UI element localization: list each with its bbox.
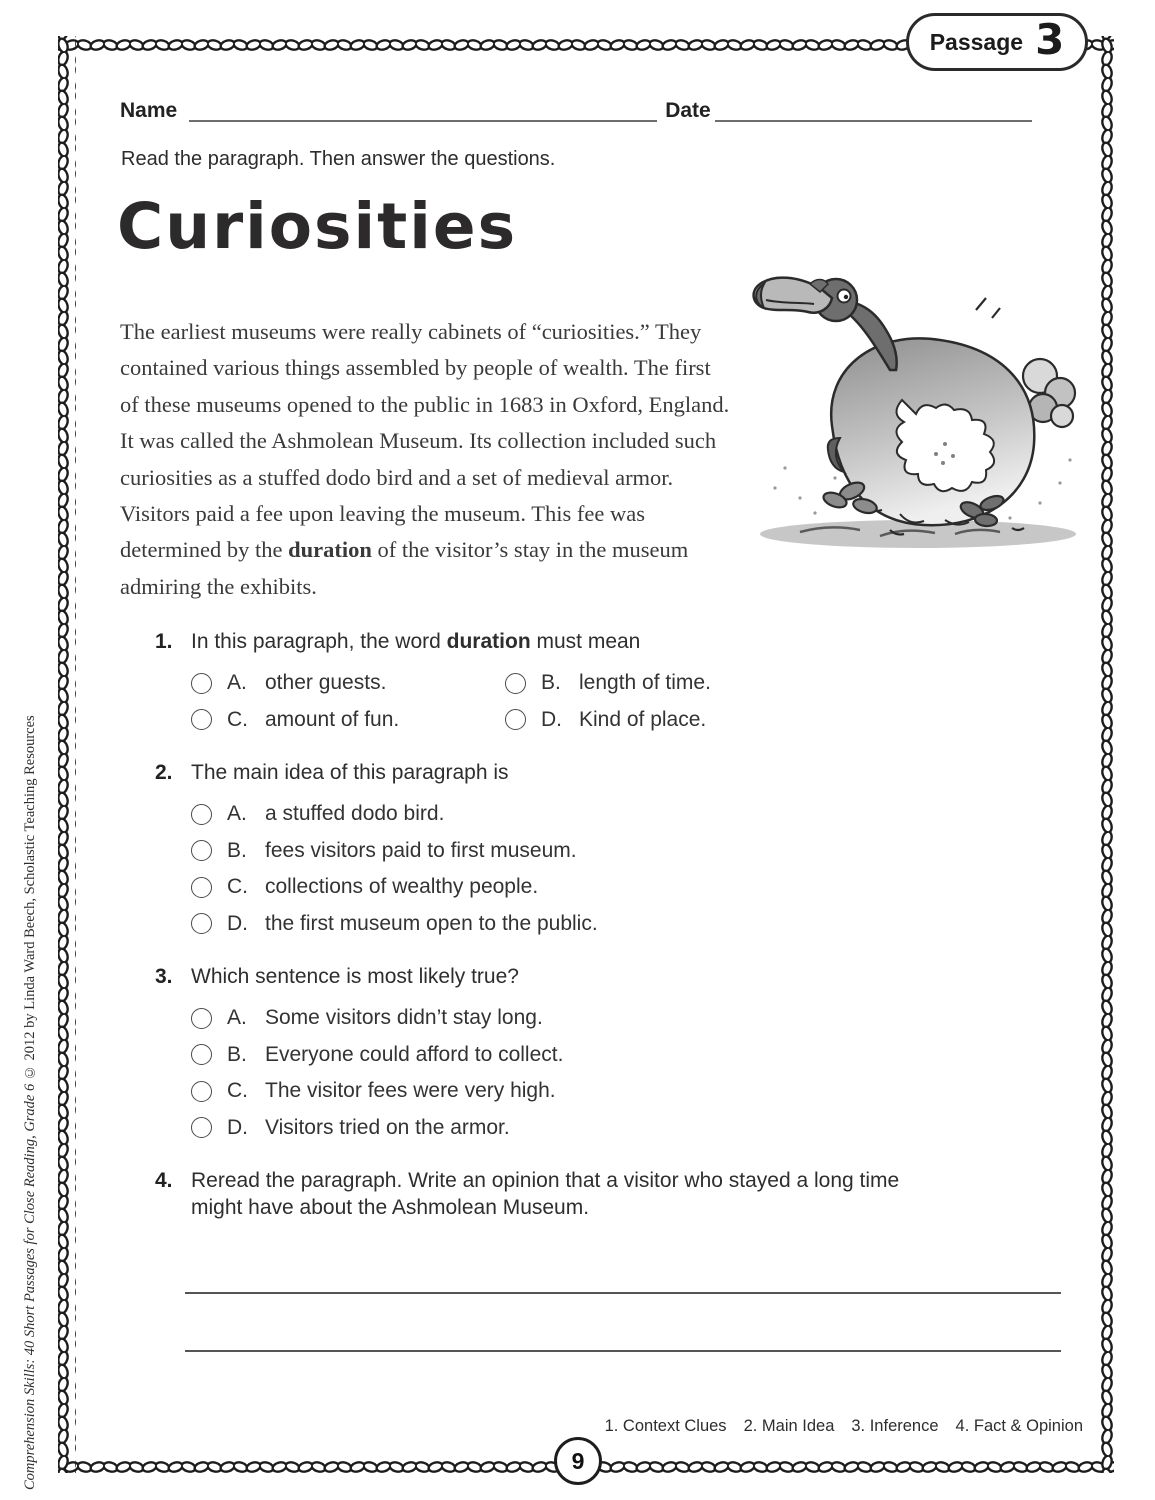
- answer-line-2[interactable]: [185, 1350, 1061, 1352]
- copyright-title: Comprehension Skills: 40 Short Passages for Close Reading, Grade 6: [22, 1083, 38, 1490]
- question-3-prompt: Which sentence is most likely true?: [191, 965, 519, 988]
- skill-main-idea: 2. Main Idea: [743, 1417, 835, 1435]
- passage-bold-word: duration: [288, 537, 372, 563]
- q2-option-a[interactable]: [191, 796, 1061, 833]
- question-4-prompt-line2: might have about the Ashmolean Museum.: [191, 1196, 590, 1219]
- option-text: The visitor fees were very high.: [265, 1079, 556, 1103]
- q1-option-a[interactable]: [191, 665, 505, 702]
- option-text: Kind of place.: [579, 707, 707, 731]
- option-text: other guests.: [265, 671, 387, 695]
- copyright-text: © 2012 by Linda Ward Beech, Scholastic Teaching Resources: [22, 715, 38, 1084]
- radio-circle[interactable]: [505, 709, 526, 730]
- option-letter: A.: [227, 1006, 247, 1030]
- question-1-prompt: [191, 630, 640, 654]
- option-text: fees visitors paid to first museum.: [265, 838, 577, 862]
- date-input-line[interactable]: [715, 100, 1032, 122]
- option-letter: A.: [227, 671, 247, 695]
- badge-label: Passage: [929, 28, 1024, 55]
- option-letter: D.: [541, 707, 562, 731]
- name-date-row: [120, 98, 1032, 123]
- option-text: Visitors tried on the armor.: [265, 1115, 510, 1139]
- q1-option-b[interactable]: [505, 665, 1061, 702]
- q1-option-c[interactable]: [191, 702, 505, 739]
- q3-option-c[interactable]: [191, 1073, 1061, 1110]
- q3-option-a[interactable]: [191, 1000, 1061, 1037]
- q3-option-d[interactable]: [191, 1110, 1061, 1147]
- option-letter: B.: [227, 838, 247, 862]
- question-1-prompt-post: must mean: [530, 630, 641, 653]
- copyright-sidebar: [22, 648, 39, 1490]
- question-1: [155, 630, 1061, 738]
- skills-footer: [605, 1417, 1083, 1436]
- question-2-number: 2.: [155, 761, 173, 784]
- option-text: the first museum open to the public.: [265, 911, 598, 935]
- option-letter: D.: [227, 1115, 248, 1139]
- page-number: 9: [571, 1447, 585, 1474]
- option-text: collections of wealthy people.: [265, 875, 539, 899]
- q2-option-b[interactable]: [191, 833, 1061, 870]
- option-letter: A.: [227, 802, 247, 826]
- badge-number: 3: [1035, 14, 1065, 64]
- dodo-illustration: [740, 248, 1092, 560]
- passage-body: The earliest museums were really cabinets of “curiosities.” They contained various things assembled by people of wealth. The first of these museums opened to the public in 1683 in Oxford, England. It was called the Ashmolean Museum. Its collection included such curiosities as a stuffed dodo bird and a set of medieval armor. Visitors paid a fee upon leaving the museum. This fee was determined by the: [120, 319, 730, 563]
- question-4-prompt-line1: Reread the paragraph. Write an opinion that a visitor who stayed a long time: [191, 1169, 900, 1192]
- radio-circle[interactable]: [191, 1081, 212, 1102]
- answer-line-1[interactable]: [185, 1292, 1061, 1294]
- option-text: Everyone could afford to collect.: [265, 1042, 564, 1066]
- question-1-prompt-bold: duration: [446, 630, 531, 653]
- option-text: a stuffed dodo bird.: [265, 802, 445, 826]
- page-number-badge: [554, 1437, 602, 1485]
- question-1-prompt-pre: In this paragraph, the word: [191, 630, 447, 653]
- radio-circle[interactable]: [191, 1008, 212, 1029]
- q1-option-d[interactable]: [505, 702, 1061, 739]
- radio-circle[interactable]: [191, 709, 212, 730]
- skill-inference: 3. Inference: [851, 1417, 939, 1435]
- option-text: amount of fun.: [265, 707, 400, 731]
- radio-circle[interactable]: [191, 877, 212, 898]
- option-letter: B.: [227, 1042, 247, 1066]
- q3-option-b[interactable]: [191, 1037, 1061, 1074]
- skill-fact-opinion: 4. Fact & Opinion: [955, 1417, 1083, 1435]
- name-label: Name: [120, 99, 178, 122]
- radio-circle[interactable]: [505, 673, 526, 694]
- question-3: [155, 965, 1061, 1146]
- question-4-number: 4.: [155, 1169, 173, 1192]
- passage-text: [120, 314, 1068, 605]
- question-4: [155, 1169, 1061, 1352]
- radio-circle[interactable]: [191, 840, 212, 861]
- dodo-bird-drawing: [740, 248, 1092, 560]
- instructions-text: Read the paragraph. Then answer the questions.: [121, 148, 556, 170]
- question-2: [155, 761, 1061, 942]
- radio-circle[interactable]: [191, 1117, 212, 1138]
- date-label: Date: [665, 99, 711, 122]
- q2-option-d[interactable]: [191, 906, 1061, 943]
- option-letter: B.: [541, 671, 561, 695]
- question-3-number: 3.: [155, 965, 173, 988]
- radio-circle[interactable]: [191, 913, 212, 934]
- question-2-prompt: The main idea of this paragraph is: [191, 761, 509, 784]
- q2-option-c[interactable]: [191, 869, 1061, 906]
- option-text: length of time.: [579, 671, 711, 695]
- question-1-number: 1.: [155, 630, 173, 653]
- passage-badge: [906, 13, 1088, 71]
- name-input-line[interactable]: [189, 100, 657, 122]
- passage-title: Curiosities: [117, 190, 518, 263]
- radio-circle[interactable]: [191, 804, 212, 825]
- radio-circle[interactable]: [191, 1044, 212, 1065]
- passage-body-end: of the visitor’s stay in the museum admiring the exhibits.: [120, 537, 689, 599]
- questions-section: [155, 630, 1061, 1375]
- option-letter: C.: [227, 875, 248, 899]
- radio-circle[interactable]: [191, 673, 212, 694]
- skill-context-clues: 1. Context Clues: [604, 1417, 727, 1435]
- option-letter: D.: [227, 911, 248, 935]
- option-text: Some visitors didn’t stay long.: [265, 1006, 543, 1030]
- option-letter: C.: [227, 707, 248, 731]
- option-letter: C.: [227, 1079, 248, 1103]
